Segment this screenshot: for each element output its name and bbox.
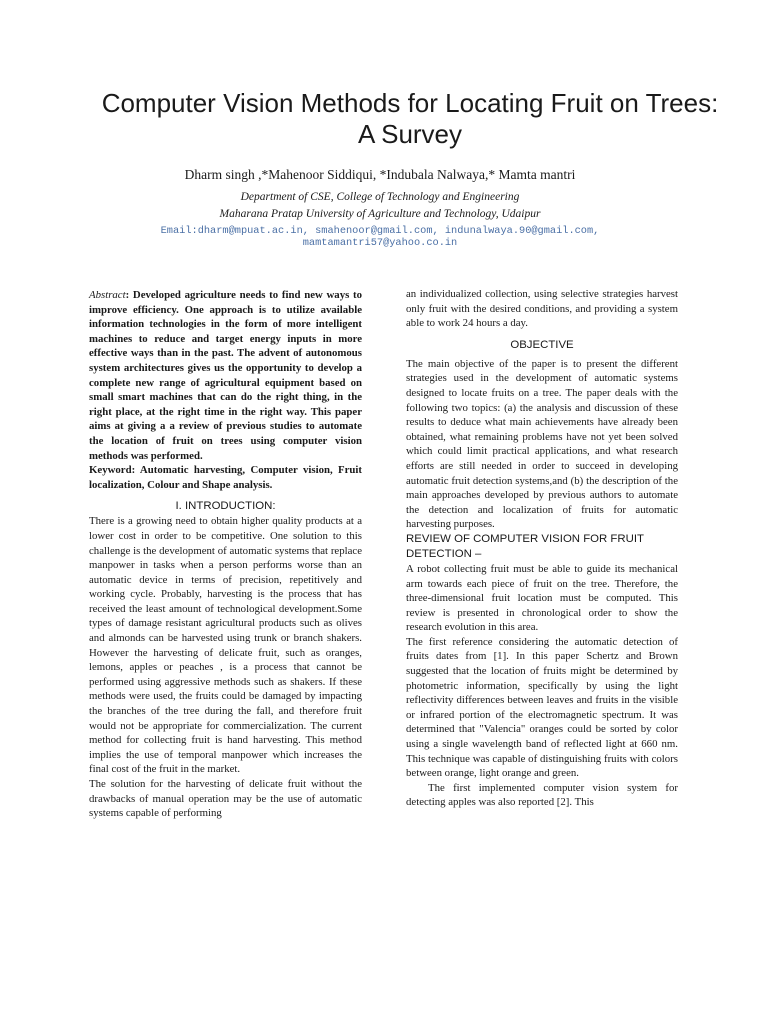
continued-paragraph: an individualized collection, using selective strategies harvest only fruit with the desired conditions, and providing a system able to work 24 hours a day. xyxy=(406,288,678,330)
introduction-heading: I. INTRODUCTION: xyxy=(175,500,276,513)
affiliation-university: Maharana Pratap University of Agriculture and Technology, Udaipur xyxy=(219,208,541,220)
keywords-line: Keyword: Automatic harvesting, Computer vision, Fruit localization, Colour and Shape analysis. xyxy=(89,464,362,491)
review-heading: REVIEW OF COMPUTER VISION FOR FRUIT DETECTION – xyxy=(406,532,644,560)
abstract-text: : Developed agriculture needs to find new ways to improve efficiency. One approach is to utilize available information technologies in the form of more intelligent machines to reduce and target energy inputs in more effective ways than in the past. The advent of autonomous system architectures gives us the opportunity to develop a complete new range of agricultural equipment based on small smart machines that can do the right thing, in the right place, at the right time in the right way. This paper aims at giving a a review of previous studies to automate the location of fruit on trees using computer vision methods was performed. xyxy=(89,289,362,462)
objective-paragraph: The main objective of the paper is to present the different strategies used in the development of automatic systems designed to locate fruits on a tree. The paper deals with the following two topics: (a) the analysis and discussion of these results to deduce what main achievements have already been obtained, what remaining problems have not yet been solved which could limit practical applications, and what research efforts are still needed in order to succeed in developing automatic fruit detection systems,and (b) the description of the main approaches developed by previous authors to automate the detection and localization of fruits for automatic harvesting purposes. xyxy=(406,357,678,531)
right-column xyxy=(406,287,678,810)
author-list: Dharm singh ,*Mahenoor Siddiqui, *Indubala Nalwaya,* Mamta mantri xyxy=(184,167,576,182)
paper-title: Computer Vision Methods for Locating Fruit on Trees: A Survey xyxy=(101,88,719,149)
abstract-label: Abstract xyxy=(89,289,126,301)
review-paragraph-2: The first reference considering the automatic detection of fruits dates from [1]. In this paper Schertz and Brown suggested that the location of fruits might be determined by photometric information, specifically by using the light reflectivity differences between leaves and fruits in the visible or infrared portion of the electromagnetic spectrum. It was determined that "Valencia" oranges could be sorted by color using a single wavelength band of reflected light at 660 nm. This technique was capable of distinguishing fruits with colors between orange, light orange and green. xyxy=(406,635,678,780)
review-paragraph-1: A robot collecting fruit must be able to guide its mechanical arm towards each piece of fruit on the tree. Therefore, the three-dimensional fruit location must be computed. This review is presented in chronological order to show the research evolution in this area. xyxy=(406,562,678,634)
left-column xyxy=(89,288,362,821)
objective-heading: OBJECTIVE xyxy=(510,338,574,351)
introduction-paragraph-2: The solution for the harvesting of delicate fruit without the drawbacks of manual operation may be the use of automatic systems capable of performing xyxy=(89,778,362,820)
affiliation-department: Department of CSE, College of Technology and Engineering xyxy=(240,191,520,203)
author-emails: Email:dharm@mpuat.ac.in, smahenoor@gmail.com, indunalwaya.90@gmail.com, mamtamantri57@yahoo.co.in xyxy=(160,225,600,249)
introduction-paragraph-1: There is a growing need to obtain higher quality products at a lower cost in order to be competitive. One solution to this challenge is the development of automatic systems that replace manpower in tasks when a person performs worse than an automatic device in terms of precision, repetitively and working cycle. Probably, harvesting is the process that has received the least amount of technological development.Some types of damage resistant agricultural products such as olives and almonds can be harvested using trunk or branch shakers. However the harvesting of delicate fruit, such as oranges, lemons, apples or peaches , is a process that cannot be performed using aggressive methods such as shakers. If these methods were used, the fruits could be damaged by impacting the branches of the tree during the fall, and therefore fruit would not be appropriate for commercialization. The current method for collecting fruit is hand harvesting. This method implies the use of temporal manpower which increases the final cost of the fruit in the market. xyxy=(89,515,362,776)
abstract-paragraph xyxy=(89,288,362,463)
review-paragraph-3: The first implemented computer vision system for detecting apples was also reported [2]. This xyxy=(406,781,678,809)
